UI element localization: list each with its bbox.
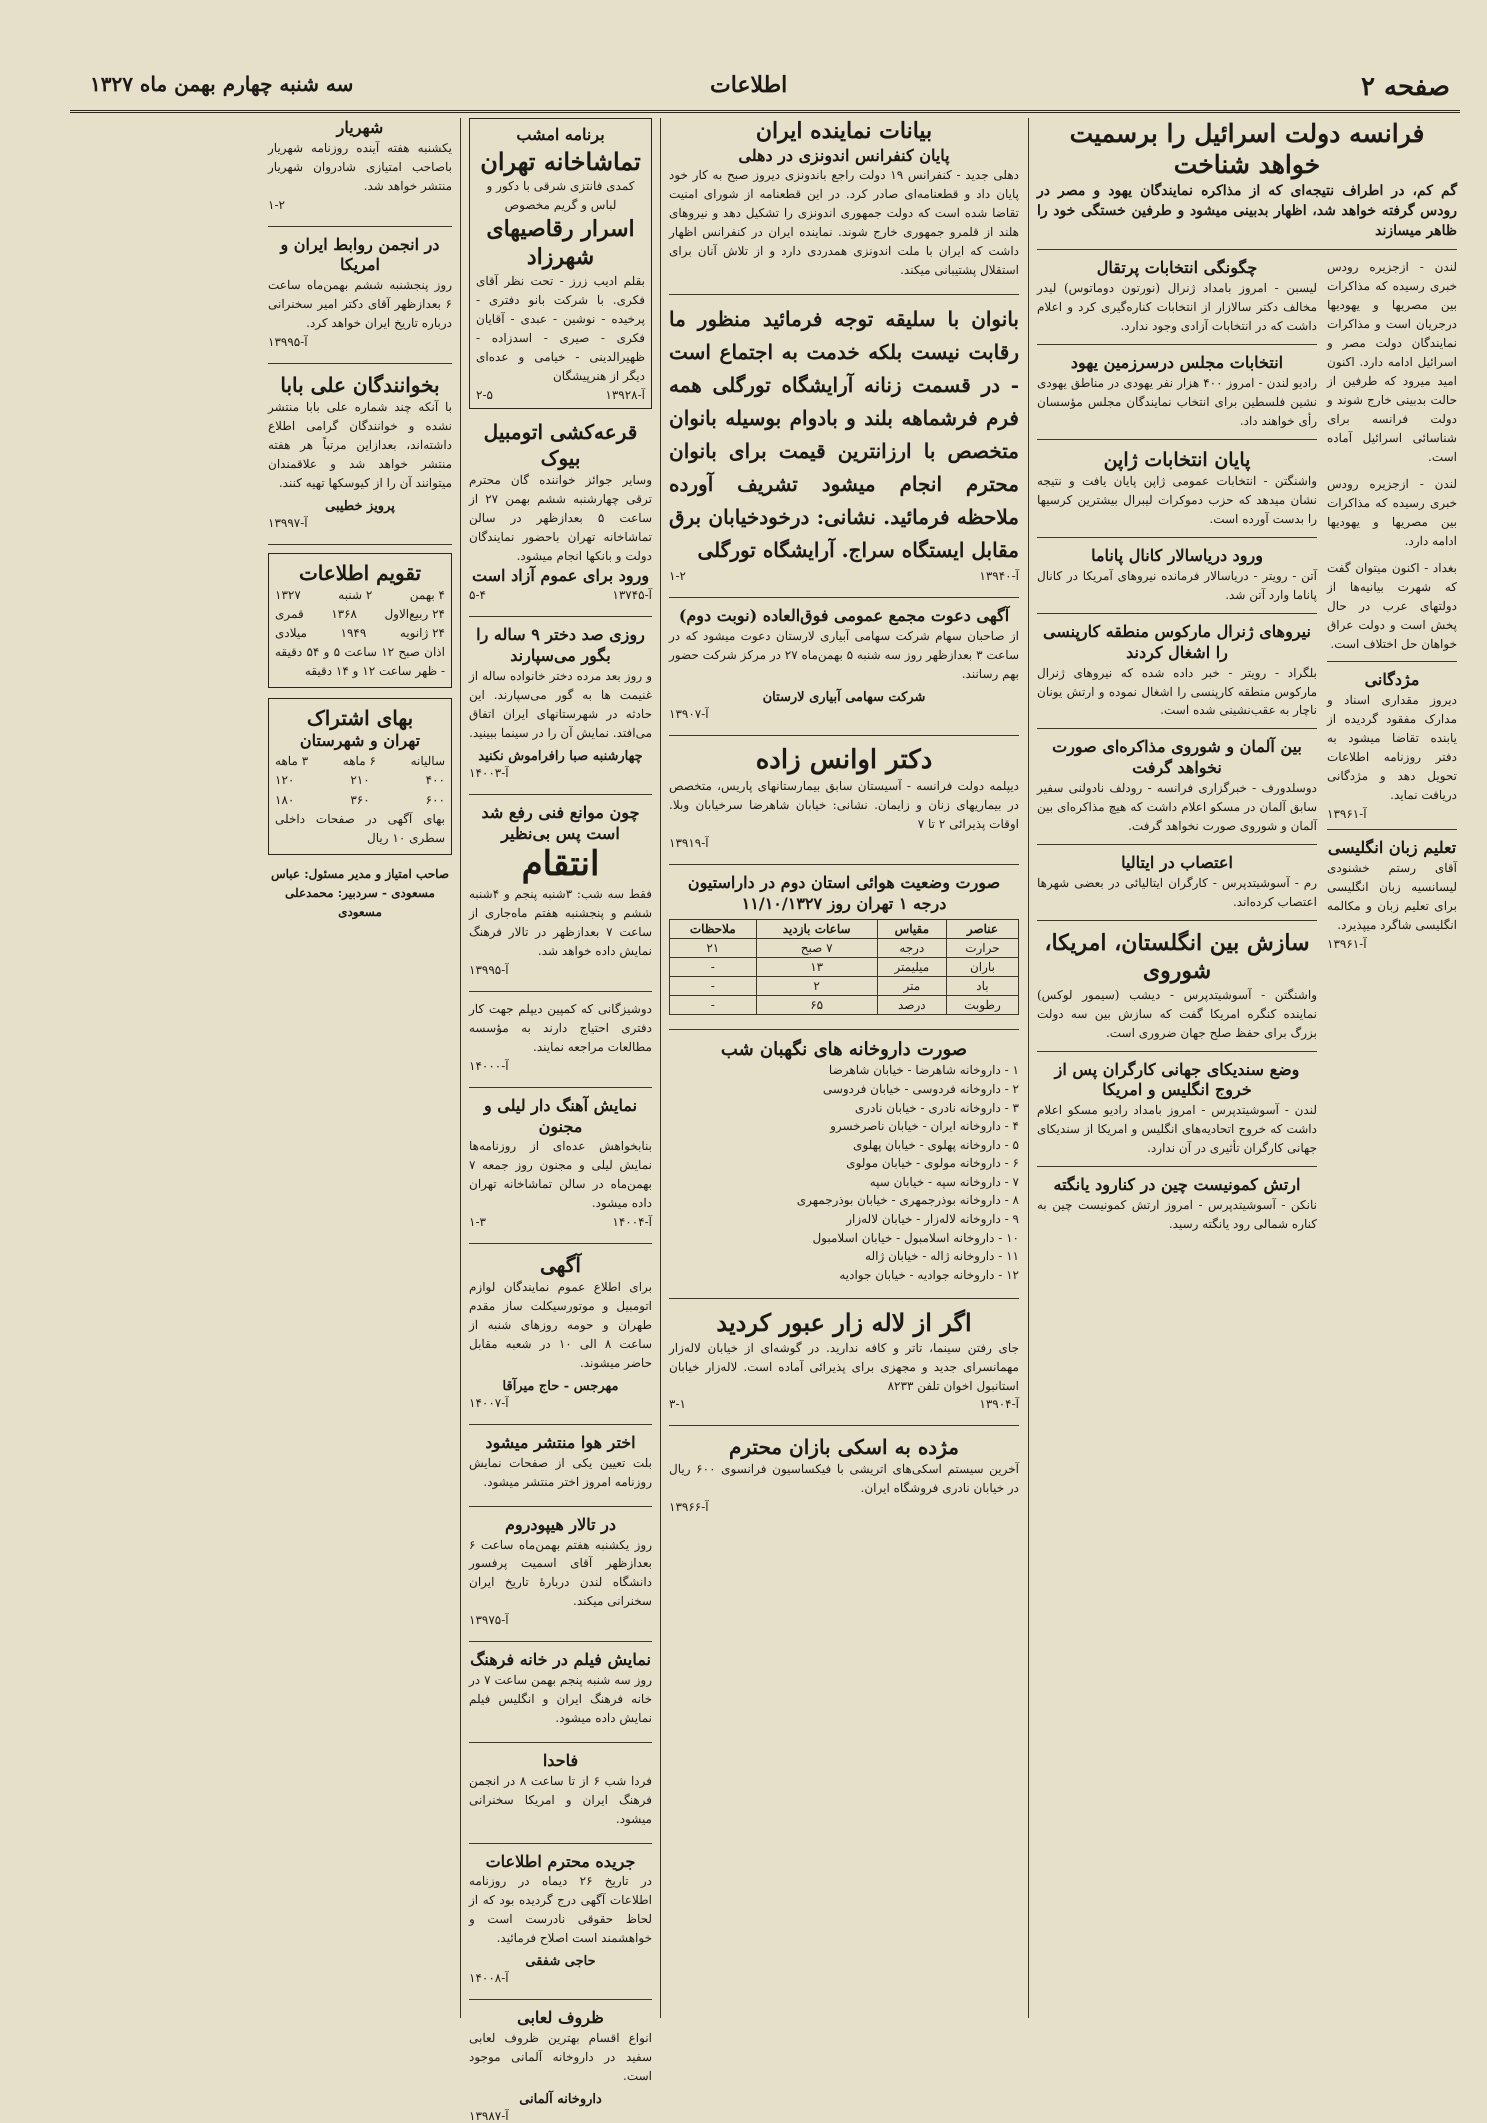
meeting-heading: آگهی دعوت مجمع عمومی فوق‌العاده (نوبت دوم) [678,606,1010,626]
divider [669,597,1019,598]
weather-title: صورت وضعیت هوائی استان دوم در داراستیون [687,873,1001,893]
ad-code: آ-۱۴۰۰۳ [469,765,509,780]
list-item: ۲ - داروخانه فردوسی - خیابان فردوسی [822,1081,1019,1096]
list-item: ۳ - داروخانه نادری - خیابان نادری [854,1100,1019,1115]
weather-header: مقیاس [877,919,946,938]
alibaba-body: با آنکه چند شماره علی بابا منتشر نشده و خوانندگان گرامی اطلاع داشته‌اند، بعدازاین مرتباً هر هفته منتشر خواهد شد و علاقمندان میتوانند آن را از کیوسکها تهیه کنند. [268,400,452,490]
table-row: رطوبت درصد ۶۵ - [670,995,1019,1014]
divider [1037,1051,1317,1052]
weather-header: ساعات بازدید [756,919,877,938]
notice-body: برای اطلاع عموم نمایندگان لوازم اتومبیل و موتورسیکلت ساز مقدم طهران و حومه روزهای شنبه از ساعت ۸ الی ۱۰ در شعبه مقابل حاضر میشوند. [469,1280,652,1371]
calendar-row: ۴ بهمن ۲ شنبه ۱۳۲۷ [275,587,445,602]
portugal-body: لیسبن - امروز بامداد ژنرال (نورتون دوماتوس) لیدر مخالف دکتر سالازار از انتخابات کناره‌گیری کرد و اعلام داشت که در انتخابات آزادی وجود ندارد. [1037,281,1317,334]
union-body: لندن - آسوشیتدپرس - امروز بامداد رادیو مسکو اعلام داشت که خروج اتحادیه‌های انگلیس و امریکا از سندیکای جهانی کارگران تأثیری در آن ندارد. [1037,1103,1317,1156]
divider [469,1087,652,1088]
ad-meeting [669,606,1019,721]
ad-code: آ-۱۴۰۰۸ [469,1971,509,1986]
page-number: صفحه ۲ [1361,72,1450,102]
job-body: دوشیزگانی که کمپین دیپلم جهت کار دفتری احتیاج دارند به مؤسسه مطالعات مراجعه نمایند. [469,1001,652,1054]
ad-code: آ-۱۴۰۰۰ [469,1058,509,1073]
ad-job [469,1000,652,1073]
subscription-heading: بهای اشتراک [306,706,414,731]
ad-code: آ-۱۴۰۰۷ [469,1396,509,1410]
ad-count: ۱-۲ [268,197,285,212]
revenge-title: انتقام [521,844,600,885]
ad-code: آ-۱۳۹۱۹ [669,836,709,851]
divider [268,544,452,545]
divider [1037,344,1317,345]
divider [469,1243,652,1244]
hippodrome-body: روز یکشنبه هفتم بهمن‌ماه ساعت ۶ بعدازظهر آقای اسمیت پرفسور دانشگاه لندن دربارۀ تاریخ ایران سخنرانی میکند. [469,1537,652,1609]
list-item: ۱ - داروخانه شاهرضا - خیابان شاهرضا [828,1063,1019,1078]
strike-heading: اعتصاب در ایتالیا [1121,852,1233,872]
meeting-signature: شرکت سهامی آبیاری لارستان [762,689,926,705]
association-heading: در انجمن روابط ایران و امریکا [280,234,440,275]
markos-heading: نیروهای ژنرال مارکوس منطقه کارپنسی را اشغال کردند [1043,621,1311,662]
film-body: روز سه شنبه پنجم بهمن ساعت ۷ در خانه فرهنگ ایران و انگلیس فیلم نمایش داده میشود. [469,1673,653,1726]
akhtar-body: بلت تعیین یکی از صفحات نمایش روزنامه امروز اختر منتشر میشود. [469,1455,652,1489]
divider [1037,920,1317,921]
ceramic-signature: داروخانه آلمانی [519,2091,602,2107]
film-heading: نمایش فیلم در خانه فرهنگ [470,1650,651,1670]
japan-body: واشنگتن - انتخابات عمومی ژاپن پایان یافت و نتیجه نشان میدهد که حزب دموکرات لیبرال بیشترین کرسیها را بدست آورده است. [1037,474,1317,527]
subcolumn-right [1037,258,1317,1233]
girls-signature: چهارشنبه صبا رافراموش نکنید [478,748,643,764]
ad-ladies-salon [669,303,1019,583]
china-heading: ارتش کمونیست چین در کنارود یانگته [1053,1175,1301,1195]
revenge-body: فقط سه شب: ۳شنبه پنجم و ۴شنبه ششم و پنجشنبه هفتم ماه‌جاری از ساعت ۷ بعدازظهر در تالار فرهنگ نمایش داده خواهد شد. [469,887,653,959]
column-rule [1028,118,1029,2018]
ceramic-heading: ظروف لعابی [517,2008,604,2028]
article-body: لندن - ازجزیره رودس خبری رسیده که مذاکرات بین مصریها و یهودیها درجریان است و مذاکرات نمایندگان دولت مصر و اسرائیل ادامه دارد. اکنون امید میرود که طرفین از حالت بدبینی خارج شوند و دولت فرانسه برای شناسائی اسرائیل آماده است. [1327,260,1457,464]
calendar-heading: تقویم اطلاعات [298,560,422,585]
theater-body: بقلم ادیب زرز - تحت نظر آقای فکری. با شرکت بانو دفتری - پرخیده - نوشین - عبدی - آقایان فکری - صیری - اسدزاده - ظهیرالدینی - خیامی و عده‌ای دیگر از هنرپیشگان [476,274,645,383]
ad-lalehzar [669,1307,1019,1411]
newspaper-name: اطلاعات [710,72,788,98]
ad-alibaba [268,372,452,530]
girls-heading: روزی صد دختر ۹ ساله را بگور می‌سپارند [476,625,645,666]
ad-code: آ-۱۳۹۷۵ [469,1613,509,1628]
column-right [1037,118,1457,2018]
two-subcolumns [1037,258,1457,1233]
ad-count: ۲-۵ [476,387,493,402]
weather-table [669,919,1019,1015]
divider [669,1029,1019,1030]
panama-body: آتن - رویتر - دریاسالار فرمانده نیروهای آمریکا در کانال پاناما وارد آتن شد. [1037,569,1317,602]
union-heading: وضع سندیکای جهانی کارگران پس از خروج انگلیس و امریکا [1054,1059,1300,1100]
fahda-body: فردا شب ۶ از تا ساعت ۸ در انجمن فرهنگ ایران و امریکا سخنرانی میشود. [469,1773,652,1826]
theater-play: اسرار رقاصیهای شهرزاد [486,215,635,271]
portugal-heading: چگونگی انتخابات پرتقال [1096,258,1258,278]
doctor-heading: دکتر اوانس زاده [755,744,933,775]
calendar-note: اذان صبح ۱۲ ساعت ۵ و ۵۴ دقیقه - ظهر ساعت ۱۲ و ۱۴ دقیقه [275,645,445,679]
lalehzar-heading: اگر از لاله زار عبور کردید [716,1308,972,1338]
divider [469,1742,652,1743]
iran-heading: بیانات نماینده ایران [755,118,933,144]
ad-code: آ-۱۳۹۴۰ [979,569,1019,584]
notice-heading: آگهی [540,1253,581,1278]
headline-france-israel: فرانسه دولت اسرائیل را برسمیت خواهد شناخت [1069,119,1425,180]
pharmacy-heading: صورت داروخانه های نگهبان شب [720,1038,968,1060]
list-item: ۴ - داروخانه ایران - خیابان ناصرخسرو [830,1119,1019,1134]
divider [669,735,1019,736]
girls-body: و روز بعد مرده دختر خانواده ساله از غنیمت ها به گور می‌سپارند. این حادثه در شهرستانهای ایران اتفاق می‌افتد. نمایش آن را در سینما ببینید. [469,668,652,740]
ad-code: آ-۱۳۹۲۸ [605,387,645,402]
theater-desc: کمدی فانتزی شرقی با دکور و لباس و گریم مخصوص [486,178,635,212]
divider [1037,537,1317,538]
divider [469,1506,652,1507]
column-ads-b [268,118,452,2018]
mozhdegani-body: دیروز مقداری اسناد و مدارک مفقود گردیده از یابنده تقاضا میشود به دفتر روزنامه اطلاعات تحویل دهد و مژدگانی دریافت نماید. [1327,693,1457,803]
column-rule [460,118,461,2018]
ad-ceramic [469,2008,652,2123]
news-akhtar [469,1433,652,1492]
meeting-body: از صاحبان سهام شرکت سهامی آبیاری لارستان دعوت میشود که در ساعت ۳ بعدازظهر روز سه شنبه ۵ بهمن‌ماه ۲۷ در مرکز شرکت حضور بهم رسانند. [669,628,1020,681]
ad-code: آ-۱۴۰۰۴ [612,1215,652,1230]
ad-notice [469,1252,652,1410]
table-row: حرارت درجه ۷ صبح ۲۱ [670,938,1019,957]
ad-code: آ-۱۳۹۶۱ [1327,806,1367,821]
ad-theater [469,118,652,409]
divider [469,794,652,795]
ad-girls [469,625,652,779]
subscription-row: ۴۰۰ ۲۱۰ ۱۲۰ [275,773,445,788]
weather-subtitle: درجه ۱ تهران روز ۱۱/۱۰/۱۳۲۷ [741,894,947,914]
mozhdegani-heading: مژدگانی [1364,670,1420,690]
ladies-salon-text: بانوان با سلیقه توجه فرمائید منظور ما رقابت نیست بلکه خدمت به اجتماع است - در قسمت زنانه آرایشگاه تورگلی همه فرم فرشماهه بلند و بادوام بوسیله بانوان متخصص با ارزانترین قیمت برای بانوان محترم انجام میشود تشریف آورده ملاحظه فرمائید. نشانی: درخودخیابان برق مقابل ایستگاه سراج. آرایشگاه تورگلی [669,307,1019,563]
ad-count: ۵-۴ [469,588,486,603]
ad-lottery [469,419,652,603]
leyli-body: بنابخواهش عده‌ای از روزنامه‌ها نمایش لیلی و مجنون روز جمعه ۷ بهمن‌ماه در سالن تماشاخانه تهران داده میشود. [469,1139,652,1211]
ad-code: آ-۱۳۹۶۶ [669,1500,709,1515]
weather-header: ملاحظات [670,919,757,938]
divider [1037,1166,1317,1167]
leyli-heading: نمایش آهنگ دار لیلی و مجنون [483,1095,638,1136]
divider [469,991,652,992]
theater-name: تماشاخانه تهران [480,146,641,176]
subscription-row: ۶۰۰ ۳۶۰ ۱۸۰ [275,792,445,807]
calendar-row: ۲۴ ژانویه ۱۹۴۹ میلادی [275,626,445,641]
list-item: ۷ - داروخانه سپه - خیابان سپه [869,1174,1019,1189]
strike-body: رم - آسوشیتدپرس - کارگران ایتالیائی در بعضی شهرها اعتصاب کرده‌اند. [1037,875,1317,909]
ad-count: ۱-۳ [469,1215,486,1230]
ad-code: آ-۱۳۹۹۵ [469,962,509,977]
notice-signature: مهرجس - حاج میرآقا [502,1379,619,1394]
divider [1327,661,1457,662]
entry-heading: ورود برای عموم آزاد است [471,565,650,585]
divider [268,363,452,364]
page-header [70,62,1460,113]
ad-count: ۱-۲ [669,569,686,584]
ad-doctor [669,744,1019,851]
weather-report [669,873,1019,1015]
doctor-body: دیپلمه دولت فرانسه - آسیستان سابق بیمارستانهای پاریس، متخصص در بیماریهای زنان و زایمان. نشانی: خیابان شاهرضا سرخیابان وبلا. اوقات پذیرائی ۲ تا ۷ [669,779,1019,832]
column-rule [660,118,661,2018]
table-row: باد متر ۲ - [670,976,1019,995]
list-item: ۱۲ - داروخانه جوادیه - خیابان جوادیه [839,1267,1019,1282]
column-ads-a [469,118,653,2123]
list-item: ۸ - داروخانه بوذرجمهری - خیابان بوذرجمهری [796,1193,1019,1208]
ad-code: آ-۱۳۹۸۷ [469,2108,509,2123]
subscription-subheading: تهران و شهرستان [299,731,421,751]
divider [1037,613,1317,614]
akhtar-heading: اختر هوا منتشر میشود [485,1433,636,1452]
subscription-row: سالیانه ۶ ماهه ۳ ماهه [275,754,445,769]
list-item: ۱۰ - داروخانه اسلامبول - خیابان اسلامبول [812,1230,1019,1245]
ski-heading: مژده به اسکی بازان محترم [729,1435,959,1460]
list-item: ۹ - داروخانه لاله‌زار - خیابان لاله‌زار [846,1212,1019,1227]
letter-signature: حاجی شفقی [525,1954,596,1970]
revenge-top: چون موانع فنی رفع شد است پس بی‌نظیر [481,802,640,843]
alibaba-heading: بخوانندگان علی بابا [280,373,440,398]
palestine-body: رادیو لندن - امروز ۴۰۰ هزار نفر یهودی در مناطق یهودی نشین فلسطین برای انتخاب نمایندگان مجلس مؤسسان رأی خواهند داد. [1037,375,1317,428]
table-row: باران میلیمتر ۱۳ - [670,957,1019,976]
big3-body: واشنگتن - آسوشیتدپرس - دیشب (سیمور لوکس) نماینده کنگره امریکا گفت که سازش بین سه دولت بزرگ برای حفظ صلح جهان ضروری است. [1037,987,1317,1040]
calendar-row: ۲۴ ربیع‌الاول ۱۳۶۸ قمری [275,607,445,622]
association-body: روز پنجشنبه ششم بهمن‌ماه ساعت ۶ بعدازظهر آقای دکتر امیر سخنرانی درباره تاریخ ایران خواهد کرد. [268,278,452,331]
ad-ski [669,1434,1019,1514]
ad-code: آ-۱۳۹۹۷ [268,515,308,530]
column-center [669,118,1019,2018]
english-lessons-heading: تعلیم زبان انگلیسی [1327,837,1457,857]
weather-header: عناصر [946,919,1018,938]
list-item: ۱۱ - داروخانه ژاله - خیابان ژاله [865,1249,1019,1264]
divider [669,864,1019,865]
shahriyar-body: یکشنبه هفته آینده روزنامه شهریار باصاحب امتیازی شادروان شهریار منتشر خواهد شد. [268,140,452,193]
ad-code: آ-۱۳۹۶۱ [1327,936,1367,951]
news-fahda [469,1751,652,1829]
hippodrome-heading: در تالار هیپودروم [504,1514,616,1534]
ad-code: آ-۱۳۹۹۵ [268,335,308,350]
divider [469,1641,652,1642]
list-item: ۵ - داروخانه پهلوی - خیابان پهلوی [853,1137,1019,1152]
ad-code: آ-۱۳۷۴۵ [612,588,652,603]
japan-heading: پایان انتخابات ژاپن [1103,448,1251,471]
iran-body: دهلی جدید - کنفرانس ۱۹ دولت راجع باندونزی دیروز صبح به کار خود پایان داد و قطعنامه‌ای صادر کرد. در این قطعنامه از شورای امنیت تقاضا شده است که دولت جمهوری اندونزی را تشکیل دهد و نیروهای هلند از قلمرو جمهوری خارج شوند. نماینده ایران در کنفرانس اظهار داشت که ایران با ملت اندونزی همدردی دارد و از تلاش آنان برای استقلال پشتیبانی میکند. [669,168,1019,278]
big3-heading: سازش بین انگلستان، امریکا، شوروی [1044,929,1310,985]
article-body: بغداد - اکنون میتوان گفت که شهرت بیانیه‌ها از دولتهای عرب در حال پخش است و دولت عراق خواهان حل اختلاف است. [1327,560,1457,651]
news-hippodrome [469,1515,652,1628]
lottery-body: وسایر جوائز خواننده گان محترم ترقی چهارشنبه ششم بهمن ۲۷ از ساعت ۵ بعدازظهر در سالن تماشاخانه تهران باحضور نمایندگان دولت و بانکها انجام میشود. [469,472,653,563]
news-film [469,1650,652,1728]
subscription-box [268,698,452,854]
article-body: لندن - ازجزیره رودس خبری رسیده که مذاکرات بین مصریها و یهودیها ادامه دارد. [1327,476,1457,548]
subscription-note: بهای آگهی در صفحات داخلی سطری ۱۰ ریال [275,811,445,845]
divider [1037,439,1317,440]
article-iran-delegate [669,118,1019,280]
alibaba-signature: پرویز خطیبی [325,498,395,514]
ceramic-body: انواع اقسام بهترین ظروف لعابی سفید در داروخانه آلمانی موجود است. [469,2031,652,2083]
palestine-heading: انتخابات مجلس درسرزمین یهود [1070,353,1284,373]
ad-code: آ-۱۳۹۰۴ [979,1397,1019,1412]
divider [1037,844,1317,845]
english-lessons-body: آقای رستم خشنودی لیسانسیه زبان انگلیسی برای تعلیم زبان و مکالمه انگلیسی شاگرد میپذیرد. [1327,860,1457,932]
ad-code: آ-۱۳۹۰۷ [669,706,709,721]
news-shahriyar [268,118,452,212]
iran-subheading: پایان کنفرانس اندونزی در دهلی [738,145,950,165]
divider [669,1425,1019,1426]
ad-count: ۳-۱ [669,1397,686,1412]
issue-date: سه شنبه چهارم بهمن ماه ۱۳۲۷ [90,72,354,96]
subhead-france-israel: گم کم، در اطراف نتیجه‌ای که از مذاکره نمایندگان یهود و مصر در رودس گرفته خواهد شد، اظهار بدبینی میشود و طرفین خستگی خود را ظاهر میسازند [1037,182,1457,240]
letter-heading: جریده محترم اطلاعات [485,1851,636,1871]
theater-top: برنامه امشب [516,125,605,144]
calendar-box [268,553,452,688]
china-body: نانکن - آسوشیتدپرس - امروز ارتش کمونیست چین به کناره شمالی رود یانگته رسید. [1037,1197,1317,1231]
letter-body: در تاریخ ۲۶ دیماه در روزنامه اطلاعات آگهی درج گردیده بود که از لحاظ حقوقی نادرست است و خواهشمند است اصلاح فرمائید. [469,1874,653,1946]
pharmacy-list [669,1038,1019,1285]
divider [469,1424,652,1425]
letter-ettelaat [469,1852,652,1986]
divider [268,226,452,227]
fahda-heading: فاحدا [542,1750,579,1770]
ad-leyli [469,1096,652,1229]
shahriyar-heading: شهریار [336,118,384,137]
divider [1037,249,1457,250]
germany-body: دوسلدورف - خبرگزاری فرانسه - رودلف نادولنی سفیر سابق آلمان در مسکو اعلام داشت که هیچ مذاکره‌ای بین آلمان و شوروی صورت نخواهد گرفت. [1037,781,1317,833]
lalehzar-body: جای رفتن سینما، تاتر و کافه ندارید. در گوشه‌ای از خیابان لاله‌زار مهمانسرای جدید و مجهزی برای پذیرائی آماده است. لاله‌زار خیابان استانبول اخوان تلفن ۸۲۳۳ [669,1340,1019,1393]
list-item: ۶ - داروخانه مولوی - خیابان مولوی [846,1156,1019,1171]
divider [669,294,1019,295]
divider [469,616,652,617]
divider [469,1843,652,1844]
divider [1327,829,1457,830]
publisher-line: صاحب امتیاز و مدیر مسئول: عباس مسعودی - سردبیر: محمدعلی مسعودی [270,866,450,919]
ski-body: آخرین سیستم اسکی‌های اتریشی با فیکساسیون فرانسوی ۶۰۰ ریال در خیابان نادری فروشگاه ایران. [669,1462,1019,1496]
lottery-heading: قرعه‌کشی اتومبیل بیوک [483,419,638,470]
article-france-israel [1037,118,1457,1234]
divider [669,1298,1019,1299]
news-association [268,235,452,349]
ad-revenge [469,803,652,977]
divider [469,1999,652,2000]
markos-body: بلگراد - رویتر - خبر داده شده که نیروهای ژنرال مارکوس منطقه کارپنسی را اشغال نموده و ارتش یونان ناچار به عقب‌نشینی شده است. [1037,665,1317,718]
germany-heading: بین آلمان و شوروی مذاکره‌ای صورت نخواهد گرفت [1052,737,1302,778]
subcolumn-left [1327,258,1457,1233]
divider [1037,728,1317,729]
panama-heading: ورود دریاسالار کانال پاناما [1091,546,1263,566]
